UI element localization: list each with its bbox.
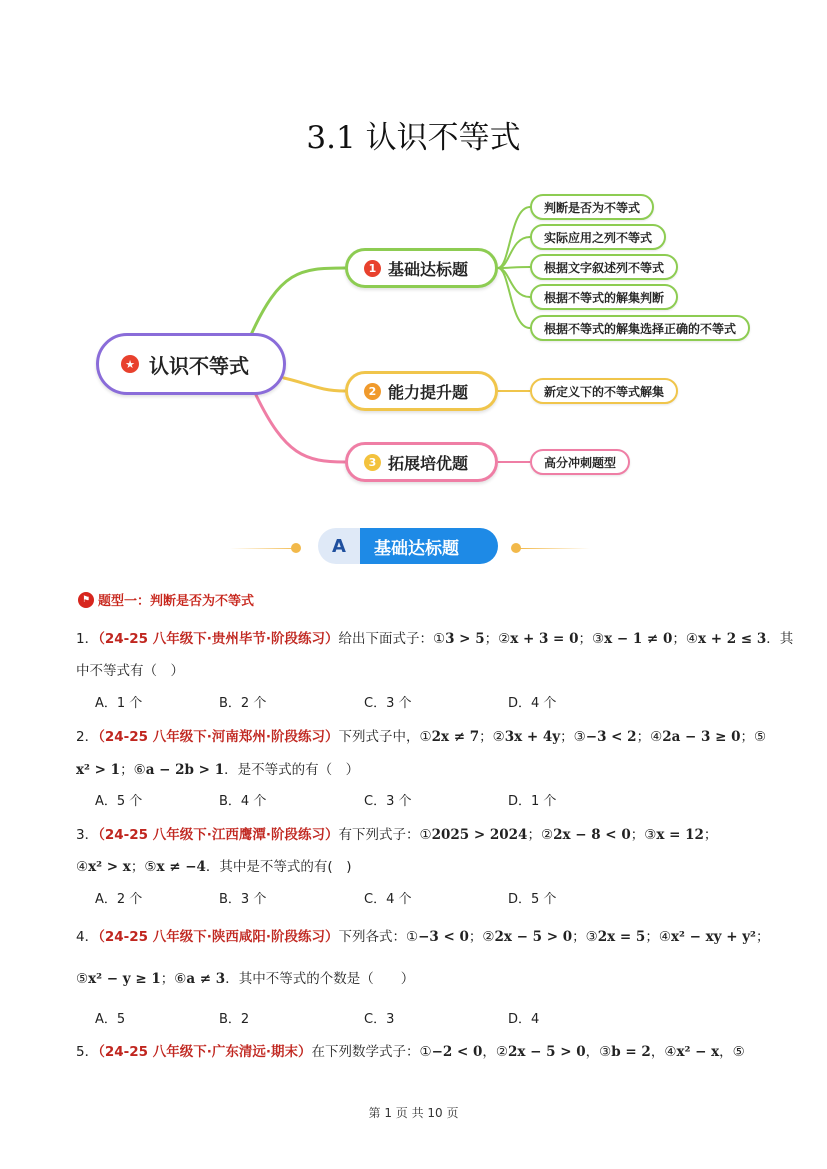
question-text: ．其中不等式的个数是（ ） <box>225 971 415 987</box>
mindmap-root <box>96 333 286 395</box>
branch-3-label: 拓展培优题 <box>388 453 469 473</box>
option-c: C．3 个 <box>364 794 412 809</box>
separator: ④ <box>76 859 89 875</box>
math-expression: 2x − 8 < 0 <box>553 827 631 843</box>
mindmap-leaf: 根据文字叙述列不等式 <box>530 254 678 280</box>
question-text: ．其中是不等式的有( ) <box>205 859 352 875</box>
option-b: B．4 个 <box>219 794 267 809</box>
math-expression: −3 < 2 <box>585 729 637 745</box>
option-a: A．1 个 <box>95 696 143 711</box>
separator: ；② <box>479 729 505 745</box>
separator: ，④ <box>650 1044 677 1060</box>
separator: ；⑥ <box>120 762 146 778</box>
separator: ；⑥ <box>160 971 187 987</box>
option-d: D．5 个 <box>508 892 557 907</box>
connector-leaf1-3 <box>498 267 530 268</box>
math-expression: x² > x <box>88 859 131 875</box>
separator: ； <box>703 827 718 843</box>
question-source: （24-25 八年级下·江西鹰潭·阶段练习） <box>98 827 339 843</box>
math-expression: 2x = 5 <box>597 929 646 945</box>
math-expression: x − 1 ≠ 0 <box>604 631 673 647</box>
separator: ；④ <box>645 929 671 945</box>
math-expression: x² − x <box>676 1044 720 1060</box>
connector-root-branch1 <box>250 268 345 337</box>
question-3-line-1 <box>76 823 717 843</box>
page-footer: 第 1 页 共 10 页 <box>368 1106 459 1120</box>
separator: ；⑤ <box>740 729 767 745</box>
question-1-line-2: 中不等式有（ ） <box>76 663 184 679</box>
question-number: 1． <box>76 631 99 647</box>
separator: ；② <box>527 827 554 843</box>
math-expression: 2025 > 2024 <box>431 827 528 843</box>
mindmap-leaf: 根据不等式的解集选择正确的不等式 <box>530 315 750 341</box>
connector-root-branch2 <box>284 378 345 391</box>
question-text: 下列各式：① <box>338 929 419 945</box>
separator: ；④ <box>672 631 698 647</box>
option-d: D．4 <box>508 1012 540 1027</box>
separator: ；② <box>468 929 495 945</box>
root-label: 认识不等式 <box>149 353 249 378</box>
option-d: D．4 个 <box>508 696 557 711</box>
question-source: （24-25 八年级下·贵州毕节·阶段练习） <box>98 631 339 647</box>
section-dot-left <box>291 543 301 553</box>
option-c: C．3 <box>364 1012 395 1027</box>
question-number: 2． <box>76 729 99 745</box>
question-2-line-1 <box>76 725 766 745</box>
math-expression: −3 < 0 <box>418 929 469 945</box>
mindmap-branch-1 <box>345 248 498 288</box>
question-source: （24-25 八年级下·河南郑州·阶段练习） <box>98 729 339 745</box>
section-letter: A <box>318 528 360 564</box>
math-expression: 2a − 3 ≥ 0 <box>662 729 741 745</box>
question-1-line-1 <box>76 627 793 647</box>
mindmap-leaf: 根据不等式的解集判断 <box>530 284 678 310</box>
math-expression: 2x − 5 > 0 <box>494 929 573 945</box>
number-badge-1: 1 <box>364 260 381 277</box>
separator: ；④ <box>636 729 663 745</box>
section-divider-left <box>230 548 300 549</box>
branch-2-label: 能力提升题 <box>388 382 469 402</box>
separator: ；③ <box>630 827 657 843</box>
question-number: 5． <box>76 1044 99 1060</box>
question-number: 4． <box>76 929 99 945</box>
question-2-line-2 <box>76 758 359 778</box>
question-source: （24-25 八年级下·陕西咸阳·阶段练习） <box>98 929 339 945</box>
separator: ，③ <box>585 1044 612 1060</box>
question-text: ．是不等式的有（ ） <box>224 762 360 778</box>
separator: ；⑤ <box>130 859 157 875</box>
separator: ；③ <box>572 929 598 945</box>
section-title: 基础达标题 <box>360 528 498 564</box>
separator: ；③ <box>560 729 586 745</box>
separator: ，⑤ <box>719 1044 745 1060</box>
question-text: 在下列数学式子：① <box>311 1044 432 1060</box>
page-title: 3.1 认识不等式 <box>306 120 521 156</box>
question-text: 有下列式子：① <box>338 827 432 843</box>
star-icon: ★ <box>121 355 139 373</box>
math-expression: a − 2b > 1 <box>145 762 225 778</box>
mindmap-branch-2 <box>345 371 498 411</box>
mindmap-leaf: 高分冲刺题型 <box>530 449 630 475</box>
math-expression: x² − y ≥ 1 <box>88 971 161 987</box>
number-badge-3: 3 <box>364 454 381 471</box>
question-source: （24-25 八年级下·广东清远·期末） <box>98 1044 312 1060</box>
branch-1-label: 基础达标题 <box>388 259 469 279</box>
mindmap-leaf: 判断是否为不等式 <box>530 194 654 220</box>
option-b: B．2 <box>219 1012 250 1027</box>
connector-leaf1-5 <box>498 268 530 328</box>
separator: ； <box>755 929 770 945</box>
question-4-line-1 <box>76 925 769 945</box>
number-badge-2: 2 <box>364 383 381 400</box>
question-text: ．其 <box>766 631 794 647</box>
math-expression: x + 2 ≤ 3 <box>697 631 767 647</box>
math-expression: 3x + 4y <box>504 729 561 745</box>
math-expression: a ≠ 3 <box>186 971 226 987</box>
math-expression: x ≠ −4 <box>156 859 206 875</box>
mindmap-leaf: 实际应用之列不等式 <box>530 224 666 250</box>
question-type-heading <box>78 590 254 609</box>
separator: ，② <box>482 1044 509 1060</box>
option-b: B．2 个 <box>219 696 267 711</box>
question-text: 给出下面式子：① <box>338 631 446 647</box>
option-a: A．5 <box>95 1012 126 1027</box>
question-number: 3． <box>76 827 99 843</box>
option-b: B．3 个 <box>219 892 267 907</box>
math-expression: −2 < 0 <box>431 1044 483 1060</box>
mindmap-branch-3 <box>345 442 498 482</box>
option-c: C．4 个 <box>364 892 412 907</box>
section-divider-right <box>520 548 590 549</box>
question-4-line-2 <box>76 967 414 987</box>
option-a: A．5 个 <box>95 794 143 809</box>
math-expression: b = 2 <box>611 1044 651 1060</box>
separator: ；③ <box>578 631 605 647</box>
option-c: C．3 个 <box>364 696 412 711</box>
math-expression: x = 12 <box>656 827 704 843</box>
option-a: A．2 个 <box>95 892 143 907</box>
option-d: D．1 个 <box>508 794 557 809</box>
math-expression: 3 > 5 <box>445 631 485 647</box>
connector-root-branch3 <box>256 395 345 462</box>
math-expression: x² > 1 <box>76 762 121 778</box>
math-expression: x + 3 = 0 <box>510 631 579 647</box>
math-expression: 2x ≠ 7 <box>431 729 480 745</box>
math-expression: x² − xy + y² <box>670 929 756 945</box>
separator: ；② <box>484 631 511 647</box>
question-5-line-1 <box>76 1040 745 1060</box>
math-expression: 2x − 5 > 0 <box>508 1044 586 1060</box>
question-text: 下列式子中，① <box>338 729 432 745</box>
separator: ⑤ <box>76 971 89 987</box>
question-3-line-2 <box>76 855 351 875</box>
question-type-label: 题型一：判断是否为不等式 <box>98 594 255 609</box>
flag-icon: ⚑ <box>78 592 94 608</box>
mindmap-leaf: 新定义下的不等式解集 <box>530 378 678 404</box>
